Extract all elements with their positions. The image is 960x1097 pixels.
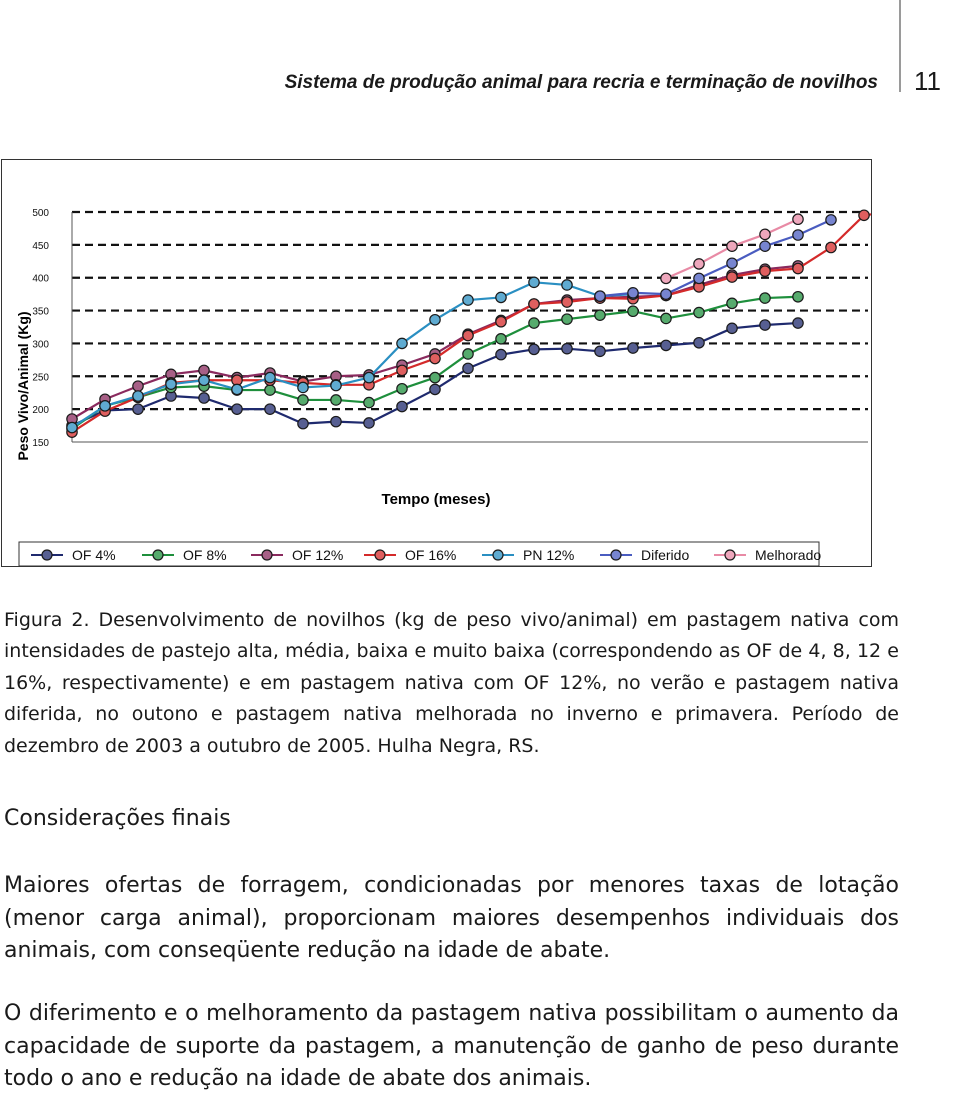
running-title: Sistema de produção animal para recria e terminação de novilhos	[284, 72, 878, 93]
y-tick-label: 450	[32, 240, 49, 252]
legend-marker	[42, 550, 52, 560]
data-point	[793, 318, 803, 328]
section-title: Considerações finais	[4, 806, 231, 831]
data-point	[463, 363, 473, 373]
data-point	[760, 293, 770, 303]
data-point	[430, 384, 440, 394]
data-point	[661, 313, 671, 323]
data-point	[793, 263, 803, 273]
data-point	[694, 307, 704, 317]
data-point	[100, 401, 110, 411]
data-point	[793, 230, 803, 240]
data-point	[562, 343, 572, 353]
data-point	[496, 292, 506, 302]
y-tick-label: 150	[32, 438, 49, 449]
data-point	[529, 344, 539, 354]
data-point	[760, 266, 770, 276]
data-point	[859, 210, 869, 220]
data-point	[430, 353, 440, 363]
data-point	[133, 391, 143, 401]
data-point	[727, 258, 737, 268]
data-point	[595, 346, 605, 356]
data-point	[430, 315, 440, 325]
data-point	[727, 298, 737, 308]
data-point	[694, 273, 704, 283]
data-point	[67, 422, 77, 432]
data-point	[298, 395, 308, 405]
data-point	[265, 372, 275, 382]
data-point	[430, 372, 440, 382]
data-point	[826, 242, 836, 252]
figure-frame	[1, 159, 872, 567]
data-point	[364, 418, 374, 428]
data-point	[760, 320, 770, 330]
data-point	[562, 280, 572, 290]
legend-label: OF 4%	[72, 547, 116, 563]
data-point	[529, 299, 539, 309]
data-point	[694, 259, 704, 269]
data-point	[760, 241, 770, 251]
data-point	[595, 291, 605, 301]
caption-text: Desenvolvimento de novilhos (kg de peso vivo/animal) em pastagem nativa com intensidades de pastejo alta, média, baixa e muito baixa (correspondendo as OF de 4, 8, 12 e 16%, respectivamente) e em pastagem nativa com OF 12%, no verão e pastagem nativa diferida, no outono e pastagem nativa melhorada no inverno e primavera. Período de dezembro de 2003 a outubro de 2005. Hulha Negra, RS.	[4, 609, 899, 757]
data-point	[628, 306, 638, 316]
data-point	[463, 349, 473, 359]
y-axis-label: Peso Vivo/Animal (Kg)	[15, 311, 31, 461]
data-point	[298, 418, 308, 428]
data-point	[496, 334, 506, 344]
y-tick-label: 400	[32, 273, 49, 285]
line-chart	[2, 160, 871, 566]
data-point	[793, 292, 803, 302]
data-point	[166, 379, 176, 389]
data-point	[793, 214, 803, 224]
data-point	[628, 343, 638, 353]
data-point	[694, 338, 704, 348]
data-point	[661, 340, 671, 350]
legend-label: Diferido	[641, 547, 690, 563]
legend-marker	[611, 550, 621, 560]
legend-marker	[262, 550, 272, 560]
series-diferido	[595, 215, 836, 302]
paragraph-2: O diferimento e o melhoramento da pastagem nativa possibilitam o aumento da capacidade de suporte da pastagem, a manutenção de ganho de peso durante todo o ano e redução na idade de abate dos animais.	[4, 1001, 899, 1091]
data-point	[727, 272, 737, 282]
legend-label: OF 16%	[405, 547, 457, 563]
legend	[19, 542, 821, 566]
data-point	[826, 215, 836, 225]
data-point	[727, 323, 737, 333]
data-point	[496, 317, 506, 327]
data-point	[199, 375, 209, 385]
data-point	[496, 349, 506, 359]
data-point	[661, 289, 671, 299]
legend-label: Melhorado	[755, 547, 822, 563]
data-point	[463, 330, 473, 340]
y-tick-label: 250	[32, 372, 49, 384]
caption-label: Figura 2.	[4, 609, 90, 631]
paragraph-1: Maiores ofertas de forragem, condicionadas por menores taxas de lotação (menor carga animal), proporcionam maiores desempenhos individuais dos animais, com conseqüente redução na idade de abate.	[4, 873, 899, 963]
x-axis-label: Tempo (meses)	[381, 491, 491, 508]
legend-label: PN 12%	[523, 547, 575, 563]
data-point	[199, 365, 209, 375]
data-point	[265, 404, 275, 414]
data-point	[562, 297, 572, 307]
data-point	[727, 241, 737, 251]
data-point	[628, 288, 638, 298]
y-tick-label: 500	[32, 208, 49, 219]
y-tick-label: 200	[32, 405, 49, 417]
data-point	[463, 295, 473, 305]
data-point	[397, 365, 407, 375]
y-tick-labels	[32, 208, 49, 449]
page-number: 11	[914, 66, 941, 96]
data-point	[562, 314, 572, 324]
data-point	[331, 395, 341, 405]
y-tick-label: 300	[32, 339, 49, 351]
data-point	[265, 385, 275, 395]
data-point	[397, 338, 407, 348]
legend-label: OF 12%	[292, 547, 344, 563]
page-rule	[899, 0, 901, 92]
data-point	[133, 381, 143, 391]
data-point	[529, 318, 539, 328]
legend-marker	[725, 550, 735, 560]
y-tick-label: 350	[32, 306, 49, 318]
data-point	[595, 310, 605, 320]
data-point	[331, 380, 341, 390]
data-point	[397, 384, 407, 394]
data-point	[661, 273, 671, 283]
figure-caption	[4, 605, 899, 762]
data-point	[364, 397, 374, 407]
legend-marker	[153, 550, 163, 560]
legend-label: OF 8%	[183, 547, 227, 563]
data-point	[397, 401, 407, 411]
data-point	[529, 277, 539, 287]
legend-marker	[375, 550, 385, 560]
data-point	[760, 229, 770, 239]
data-point	[298, 382, 308, 392]
data-point	[232, 404, 242, 414]
legend-marker	[493, 550, 503, 560]
data-point	[199, 393, 209, 403]
data-point	[133, 404, 143, 414]
data-point	[331, 416, 341, 426]
data-point	[232, 384, 242, 394]
series-line	[72, 210, 871, 432]
data-point	[364, 372, 374, 382]
